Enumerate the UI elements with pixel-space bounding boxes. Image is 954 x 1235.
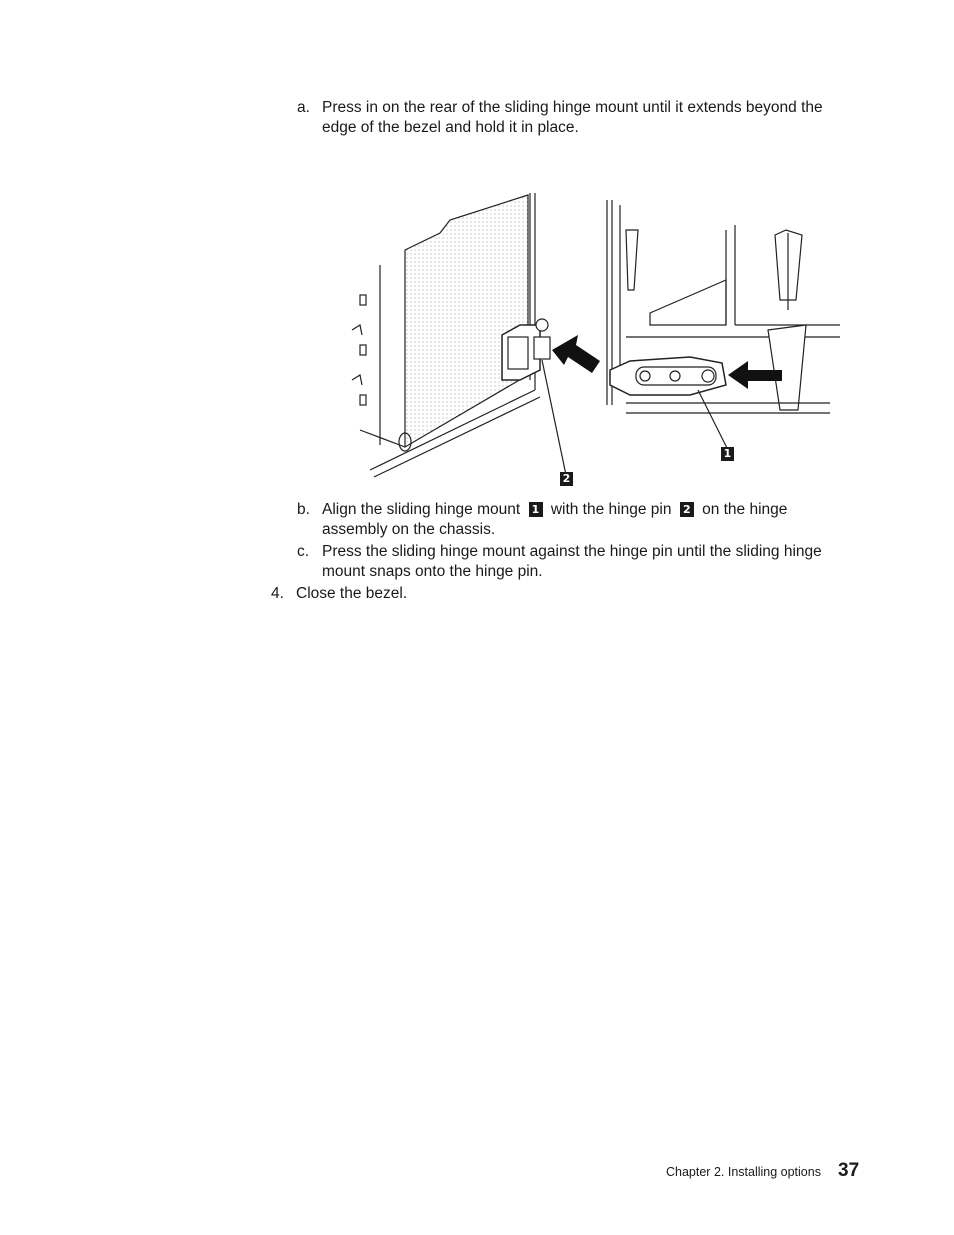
step-a-marker: a. [297,99,310,116]
step-4-marker: 4. [271,585,284,602]
step-b-text [297,500,857,539]
step-b-text-1: Align the sliding hinge mount [322,501,521,518]
callout-badge-2: 2 [680,502,694,517]
step-4 [271,584,831,604]
hinge-diagram-svg [330,185,840,495]
callout-badge-1: 1 [529,502,543,517]
bezel-drawing [352,193,566,477]
chassis-drawing [607,200,840,450]
step-b-text-2: with the hinge pin [550,501,672,518]
step-c [297,542,857,581]
step-a [297,98,857,137]
step-b-text-3: on the hinge assembly on the chassis. [322,501,788,538]
footer-chapter-title: Chapter 2. Installing options [666,1165,821,1179]
step-c-text: Press the sliding hinge mount against the hinge pin until the sliding hinge mount snaps onto the hinge pin. [322,543,822,580]
step-4-text: Close the bezel. [296,585,408,602]
step-b [297,500,857,539]
figure-callout-1: 1 [721,447,734,461]
step-c-marker: c. [297,543,310,560]
hinge-illustration [330,185,840,495]
arrow-left-drawing [552,335,600,373]
step-b-marker: b. [297,501,310,518]
page-number: 37 [838,1160,860,1181]
step-a-text: Press in on the rear of the sliding hinge mount until it extends beyond the edge of the bezel and hold it in place. [322,99,823,136]
figure-callout-2: 2 [560,472,573,486]
